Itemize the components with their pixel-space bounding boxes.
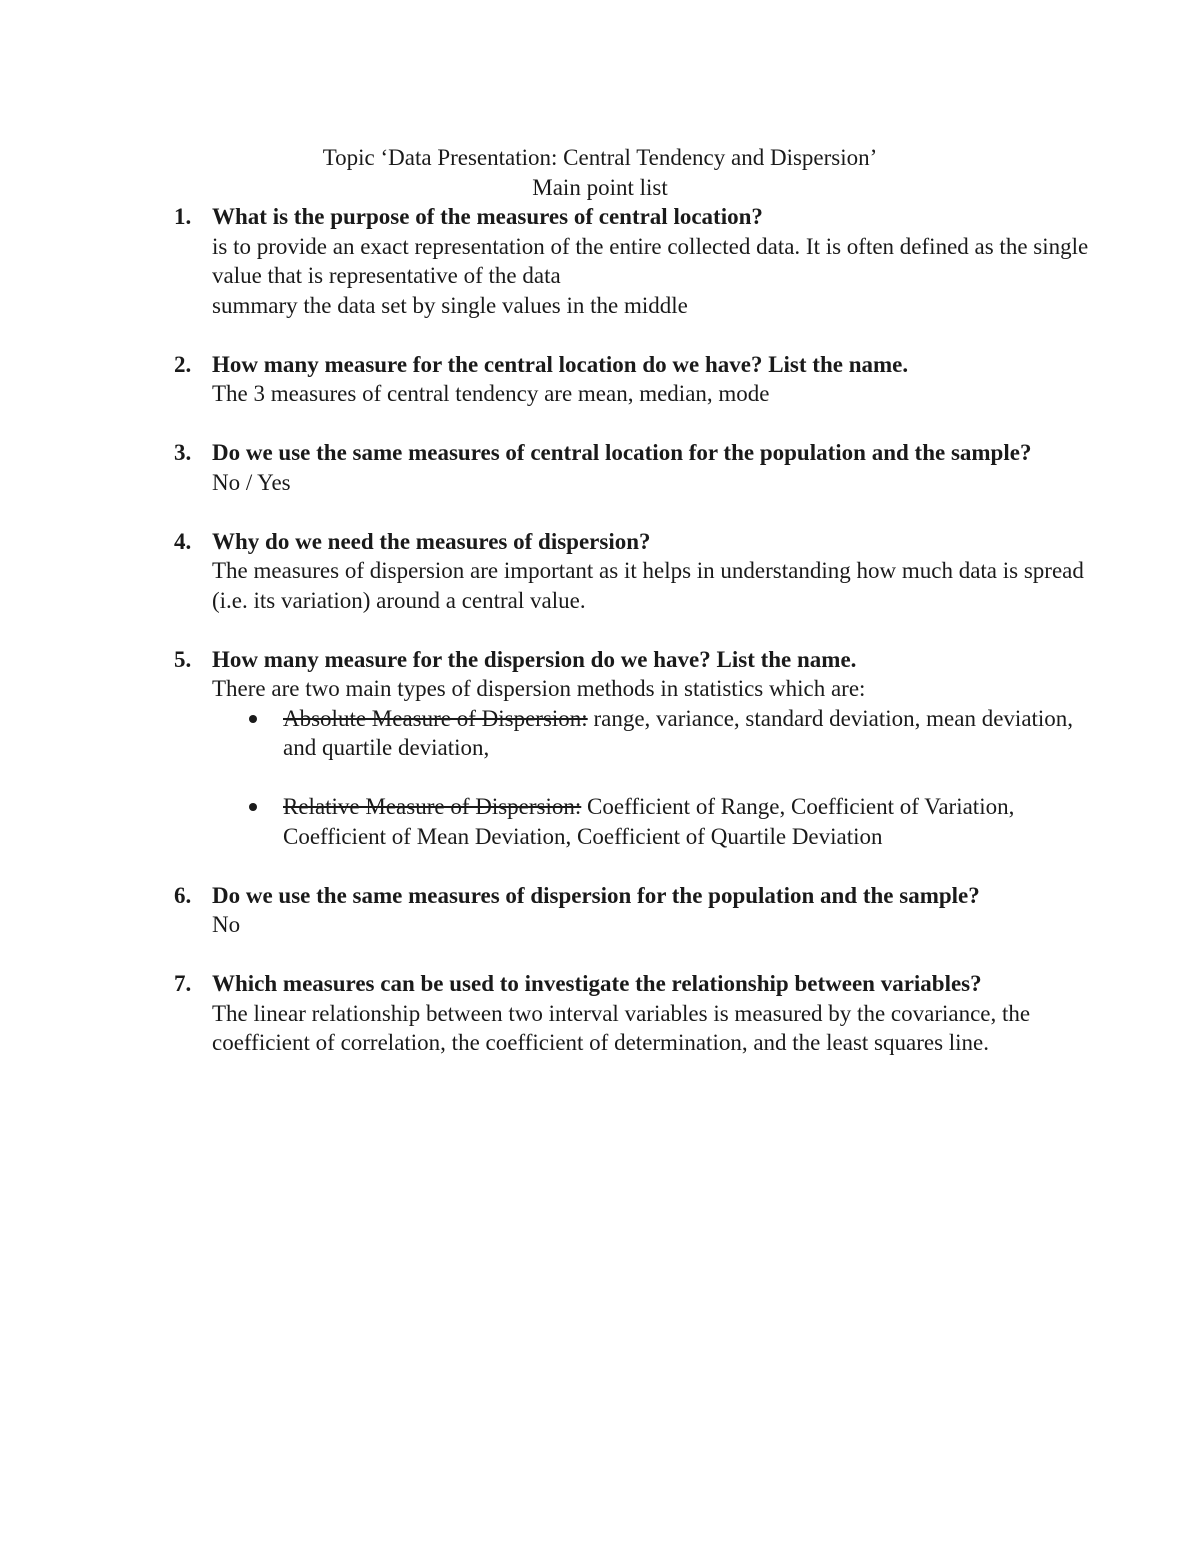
bullet-label: Relative Measure of Dispersion: (283, 794, 582, 819)
list-item (174, 527, 1112, 616)
list-item (174, 350, 1112, 409)
item-number: 5. (174, 646, 192, 672)
question-text: Do we use the same measures of central location for the population and the sample? (212, 440, 1032, 465)
document-title (0, 143, 1200, 202)
list-item (174, 202, 1112, 320)
question-text: How many measure for the dispersion do we have? List the name. (212, 646, 857, 672)
question-list (174, 202, 1112, 1087)
answer-text: No / Yes (212, 469, 291, 495)
list-item (174, 645, 1112, 852)
item-number: 2. (174, 351, 192, 377)
question-text: How many measure for the central location do we have? List the name. (212, 351, 909, 377)
answer-text: is to provide an exact representation of the entire collected data. It is often defined as the single value that is representative of the data (212, 233, 1089, 288)
bullet-text: Coefficient of Range, Coefficient of Variation, Coefficient of Mean Deviation, Coefficient of Quartile Deviation (283, 794, 1015, 849)
title-subtitle: Main point list (532, 174, 668, 200)
dispersion-types-list (212, 704, 1112, 852)
item-number: 7. (174, 971, 192, 996)
answer-text: summary the data set by single values in the middle (212, 292, 688, 318)
bullet-dot-icon (249, 803, 257, 811)
answer-text: No (212, 912, 241, 937)
answer-text: The 3 measures of central tendency are mean, median, mode (212, 381, 770, 406)
bullet-label: Absolute Measure of Dispersion: (283, 705, 588, 731)
item-number: 3. (174, 440, 192, 465)
answer-text: The linear relationship between two interval variables is measured by the covariance, the coefficient of correlation, the coefficient of determination, and the least squares line. (212, 1000, 1031, 1055)
bullet-dot-icon (249, 715, 257, 723)
list-item (174, 969, 1112, 1058)
question-text: Do we use the same measures of dispersion for the population and the sample? (212, 882, 980, 908)
question-text: What is the purpose of the measures of central location? (212, 204, 763, 229)
answer-text: There are two main types of dispersion methods in statistics which are: (212, 676, 866, 701)
item-number: 4. (174, 528, 192, 554)
question-text: Why do we need the measures of dispersion? (212, 528, 651, 554)
answer-text: The measures of dispersion are important as it helps in understanding how much data is spread (i.e. its variation) around a central value. (212, 558, 1084, 613)
item-number: 1. (174, 204, 192, 229)
title-topic: Topic ‘Data Presentation: Central Tendency and Dispersion’ (322, 145, 878, 170)
bullet-text: range, variance, standard deviation, mean deviation, and quartile deviation, (283, 705, 1074, 760)
bullet-item-relative (212, 792, 1112, 851)
question-text: Which measures can be used to investigate the relationship between variables? (212, 971, 982, 996)
bullet-item-absolute (212, 704, 1112, 763)
list-item (174, 881, 1112, 940)
item-number: 6. (174, 882, 192, 908)
list-item (174, 438, 1112, 497)
